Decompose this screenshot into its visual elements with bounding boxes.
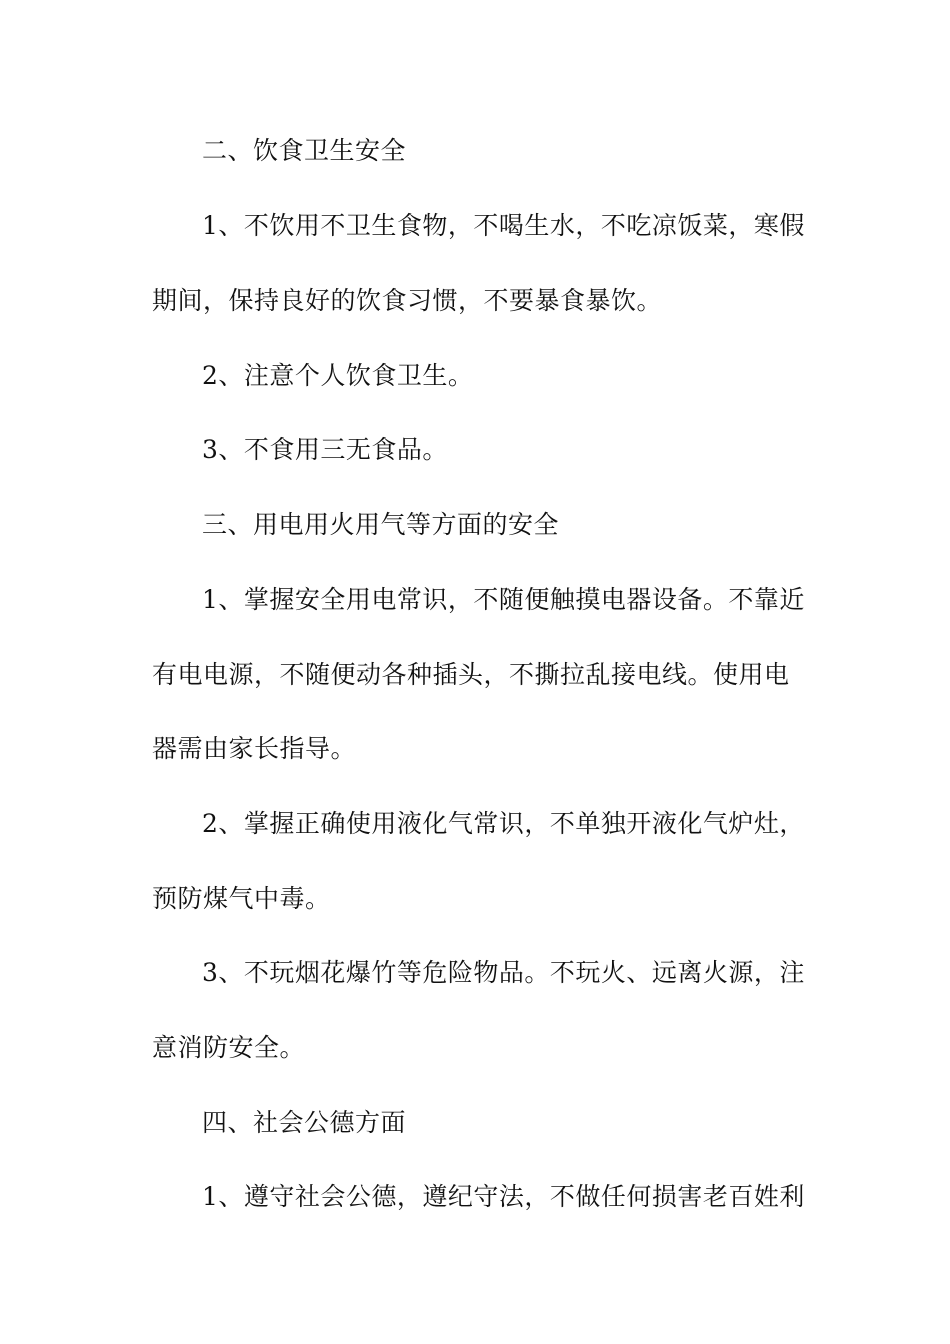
paragraph-line: 1、遵守社会公德，遵纪守法，不做任何损害老百姓利: [202, 1182, 805, 1211]
paragraph-line: 预防煤气中毒。: [152, 884, 331, 913]
paragraph-line: 期间，保持良好的饮食习惯，不要暴食暴饮。: [152, 286, 663, 315]
paragraph-line: 器需由家长指导。: [152, 734, 357, 763]
paragraph-line: 有电电源，不随便动各种插头，不撕拉乱接电线。使用电: [152, 660, 790, 689]
paragraph-line: 3、不食用三无食品。: [202, 435, 448, 464]
section-heading-electricity-fire-gas: 三、用电用火用气等方面的安全: [202, 510, 560, 539]
paragraph-line: 意消防安全。: [152, 1033, 306, 1062]
section-heading-food-safety: 二、饮食卫生安全: [202, 136, 407, 165]
paragraph-line: 2、注意个人饮食卫生。: [202, 361, 474, 390]
paragraph-line: 1、不饮用不卫生食物，不喝生水，不吃凉饭菜，寒假: [202, 211, 805, 240]
paragraph-line: 3、不玩烟花爆竹等危险物品。不玩火、远离火源，注: [202, 958, 805, 987]
paragraph-line: 2、掌握正确使用液化气常识，不单独开液化气炉灶，: [202, 809, 805, 838]
section-heading-social-ethics: 四、社会公德方面: [202, 1108, 407, 1137]
paragraph-line: 1、掌握安全用电常识，不随便触摸电器设备。不靠近: [202, 585, 805, 614]
